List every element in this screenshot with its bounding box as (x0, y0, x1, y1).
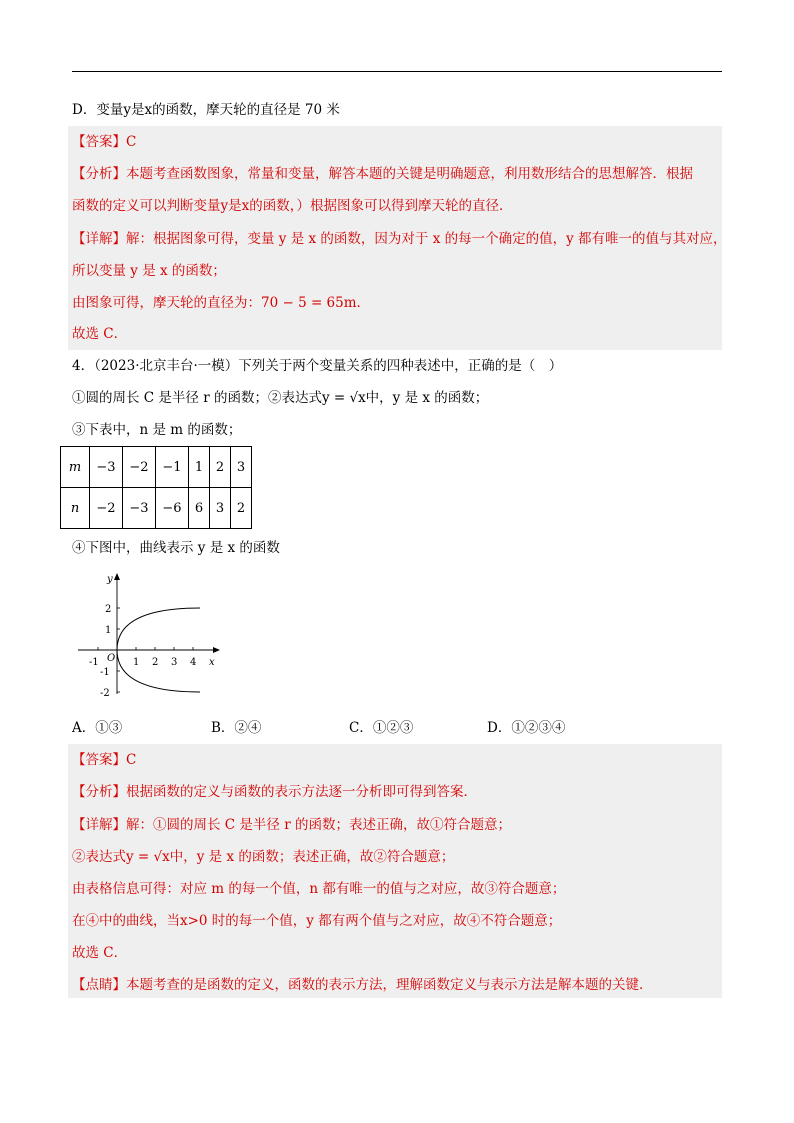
q3-detail-line-2: 所以变量 y 是 x 的函数； (72, 263, 226, 279)
q3-option-d: D．变量y是x的函数，摩天轮的直径是 70 米 (72, 102, 340, 118)
q4-curve-graph (70, 568, 230, 702)
table-cell: 6 (189, 488, 210, 529)
x-axis-arrow-icon (213, 647, 220, 653)
y-tick-label: 2 (105, 604, 112, 615)
q4-detail-line-1: 【详解】解：①圆的周长 C 是半径 r 的函数；表述正确，故①符合题意； (72, 817, 511, 833)
header-rule (72, 71, 722, 72)
table-cell: 3 (231, 447, 252, 488)
table-cell: m (61, 447, 90, 488)
y-axis-arrow-icon (114, 573, 120, 580)
curve-upper-branch (117, 608, 200, 650)
table-cell: −3 (123, 488, 156, 529)
q4-statement-3: ③下表中，n 是 m 的函数； (72, 422, 242, 438)
q4-detail-line-5: 故选 C． (72, 945, 128, 961)
q4-detail-line-3: 由表格信息可得：对应 m 的每一个值，n 都有唯一的值与之对应，故③符合题意； (72, 881, 566, 897)
q3-analysis-line-2: 函数的定义可以判断变量y是x的函数，）根据图象可以得到摩天轮的直径． (72, 198, 513, 214)
table-cell: 2 (210, 447, 231, 488)
table-row-n (61, 488, 252, 529)
q3-answer: 【答案】C (72, 134, 137, 150)
q4-statement-1-2: ①圆的周长 C 是半径 r 的函数；②表达式y = √x中，y 是 x 的函数； (72, 390, 489, 406)
x-tick-label: 2 (152, 657, 159, 668)
q4-answer: 【答案】C (72, 752, 137, 768)
q4-option-a: A．①③ (72, 720, 123, 736)
q4-option-b: B．②④ (211, 720, 262, 736)
x-tick-label: 4 (190, 657, 197, 668)
table-cell: n (61, 488, 90, 529)
q4-detail-line-4: 在④中的曲线，当x>0 时的每一个值，y 都有两个值与之对应，故④不符合题意； (72, 913, 562, 929)
y-axis-label: y (107, 574, 113, 585)
q3-detail-line-4: 故选 C． (72, 326, 128, 342)
table-cell: 2 (231, 488, 252, 529)
x-tick-label: 1 (133, 657, 140, 668)
table-cell: −3 (90, 447, 123, 488)
y-tick-label: 1 (105, 625, 112, 636)
y-tick-label: -2 (100, 688, 110, 699)
curve-lower-branch (117, 650, 200, 692)
q4-detail-line-2: ②表达式y = √x中，y 是 x 的函数；表述正确，故②符合题意； (72, 849, 455, 865)
q3-detail-line-1: 【详解】解：根据图象可得，变量 y 是 x 的函数，因为对于 x 的每一个确定的值，y 都有唯一的值与其对应， (72, 231, 727, 247)
q4-option-c: C．①②③ (349, 720, 414, 736)
table-cell: 1 (189, 447, 210, 488)
table-row-m (61, 447, 252, 488)
table-cell: 3 (210, 488, 231, 529)
q4-statement-4: ④下图中，曲线表示 y 是 x 的函数 (72, 540, 280, 556)
q4-option-d: D．①②③④ (487, 720, 566, 736)
table-cell: −2 (123, 447, 156, 488)
table-cell: −1 (156, 447, 189, 488)
q4-mn-table (60, 446, 252, 529)
q4-comment: 【点睛】本题考查的是函数的定义，函数的表示方法，理解函数定义与表示方法是解本题的关键． (72, 977, 653, 993)
y-tick-label: -1 (100, 667, 110, 678)
table-cell: −2 (90, 488, 123, 529)
origin-label: O (107, 653, 116, 664)
x-tick-label: -1 (89, 657, 99, 668)
q3-detail-line-3: 由图象可得，摩天轮的直径为：70 − 5 = 65m． (72, 295, 371, 311)
q4-stem: 4．（2023·北京丰台·一模）下列关于两个变量关系的四种表述中，正确的是（ ） (72, 358, 563, 374)
table-cell: −6 (156, 488, 189, 529)
x-axis-label: x (209, 657, 215, 668)
q3-analysis-line-1: 【分析】本题考查函数图象，常量和变量，解答本题的关键是明确题意，利用数形结合的思想解答．根据 (72, 166, 693, 182)
q4-analysis: 【分析】根据函数的定义与函数的表示方法逐一分析即可得到答案． (72, 784, 477, 800)
x-tick-label: 3 (171, 657, 178, 668)
